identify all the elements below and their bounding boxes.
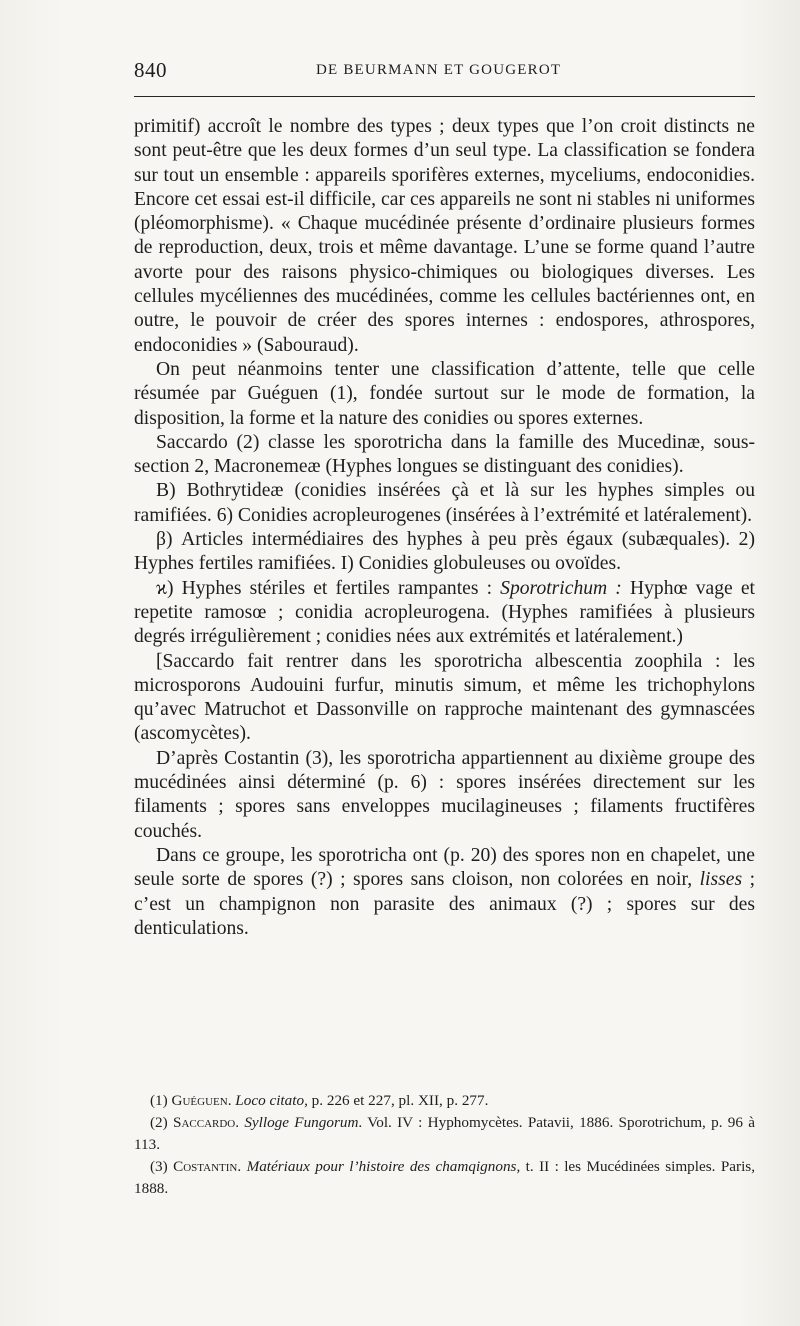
running-head: DE BEURMANN ET GOUGEROT <box>316 62 562 78</box>
footnote-3-text-a: . <box>237 1158 247 1175</box>
paragraph-7: [Saccardo fait rentrer dans les sporotricha albescentia zoophila : les microsporons Audouini furfur, minutis simum, et même les trichophylons qu’avec Matruchot et Dassonville on rapproche maintenant des gymnascées (ascomycètes). <box>134 650 755 745</box>
page-number: 840 <box>134 58 167 82</box>
footnote-2-author: Saccardo <box>173 1114 236 1131</box>
paragraph-6-text-a: ϰ) Hyphes stériles et fertiles rampantes : <box>156 577 501 599</box>
footnote-3-text-b: , t. II : les Mucédinées simples. Paris, 1888. <box>134 1158 756 1197</box>
footnote-2-text-a: . <box>235 1114 245 1131</box>
footnote-2-title: Sylloge Fungorum <box>244 1114 359 1131</box>
paragraph-3: Saccardo (2) classe les sporotricha dans la famille des Mucedinæ, sous-section 2, Macronemeæ (Hyphes longues se distinguant des conidies). <box>134 431 755 478</box>
paragraph-1: primitif) accroît le nombre des types ; deux types que l’on croit distincts ne sont peut-être que les deux formes d’un seul type. La classification se fondera sur tout un ensemble : appareils sporifères externes, myceliums, endoconidies. Encore cet essai est-il difficile, car ces appareils ne sont ni stables ni uniformes (pléomorphisme). « Chaque mucédinée présente d’ordinaire plusieurs formes de reproduction, deux, trois et même davantage. L’une se forme quand l’autre avorte pour des raisons physico-chimiques ou biologiques diverses. Les cellules mycéliennes des mucédinées, comme les cellules bactériennes ont, en outre, le pouvoir de créer des spores internes : endospores, athrospores, endoconidies » (Sabouraud). <box>134 116 755 356</box>
footnote-1-author: Guéguen <box>171 1092 228 1109</box>
paragraph-9-text-a: Dans ce groupe, les sporotricha ont (p. 20) des spores non en chapelet, une seule sorte de spores (?) ; spores sans cloison, non colorées en noir, <box>134 844 755 891</box>
footnote-1-text-b: , p. 226 et 227, pl. XII, p. 277. <box>304 1092 489 1109</box>
paragraph-6-italic-term: Sporotrichum : <box>500 577 622 599</box>
footnote-1 <box>134 1090 755 1112</box>
paragraph-9-text-b: ; c’est un champignon non parasite des animaux (?) ; spores sur des denticulations. <box>134 869 756 939</box>
footnotes <box>134 1090 755 1200</box>
footnote-2-number: (2) <box>150 1114 173 1131</box>
paragraph-4: B) Bothrytideæ (conidies insérées çà et là sur les hyphes simples ou ramifiées. 6) Conidies acropleurogenes (insérées à l’extrémité et latéralement). <box>134 480 755 526</box>
paragraph-8: D’après Costantin (3), les sporotricha appartiennent au dixième groupe des mucédinées ainsi déterminé (p. 6) : spores insérées directement sur les filaments ; spores sans enveloppes mucilagineuses ; filaments fructifères couchés. <box>134 747 755 842</box>
paragraph-6 <box>134 577 755 650</box>
paragraph-5: β) Articles intermédiaires des hyphes à peu près égaux (subæquales). 2) Hyphes fertiles ramifiées. I) Conidies globuleuses ou ovoïdes. <box>134 529 755 575</box>
footnote-2 <box>134 1112 755 1156</box>
paragraph-2: On peut néanmoins tenter une classification d’attente, telle que celle résumée par Guéguen (1), fondée surtout sur le mode de formation, la disposition, la forme et la nature des conidies ou spores externes. <box>134 358 755 429</box>
footnote-3-number: (3) <box>150 1158 174 1175</box>
header-rule <box>134 96 755 97</box>
paragraph-6-text-b: Hyphœ vage et repetite ramosœ ; conidia acropleurogena. (Hyphes ramifiées à plusieurs degrés irrégulièrement ; conidies nées aux extrémités et latéralement.) <box>134 577 756 648</box>
footnote-3-title: Matériaux pour l’histoire des chamqignons <box>246 1158 517 1175</box>
footnote-1-text-a: . <box>227 1092 236 1109</box>
page-header <box>134 54 755 88</box>
main-text <box>134 115 755 941</box>
paragraph-9 <box>134 844 755 941</box>
footnote-1-title: Loco citato <box>235 1092 305 1109</box>
footnote-1-number: (1) <box>150 1092 172 1109</box>
paragraph-9-italic-word: lisses <box>699 869 743 891</box>
footnote-2-text-b: . Vol. IV : Hyphomycètes. Patavii, 1886. Sporotrichum, p. 96 à 113. <box>134 1114 755 1153</box>
footnote-3-author: Costantin <box>173 1158 238 1175</box>
footnote-3 <box>134 1156 755 1200</box>
